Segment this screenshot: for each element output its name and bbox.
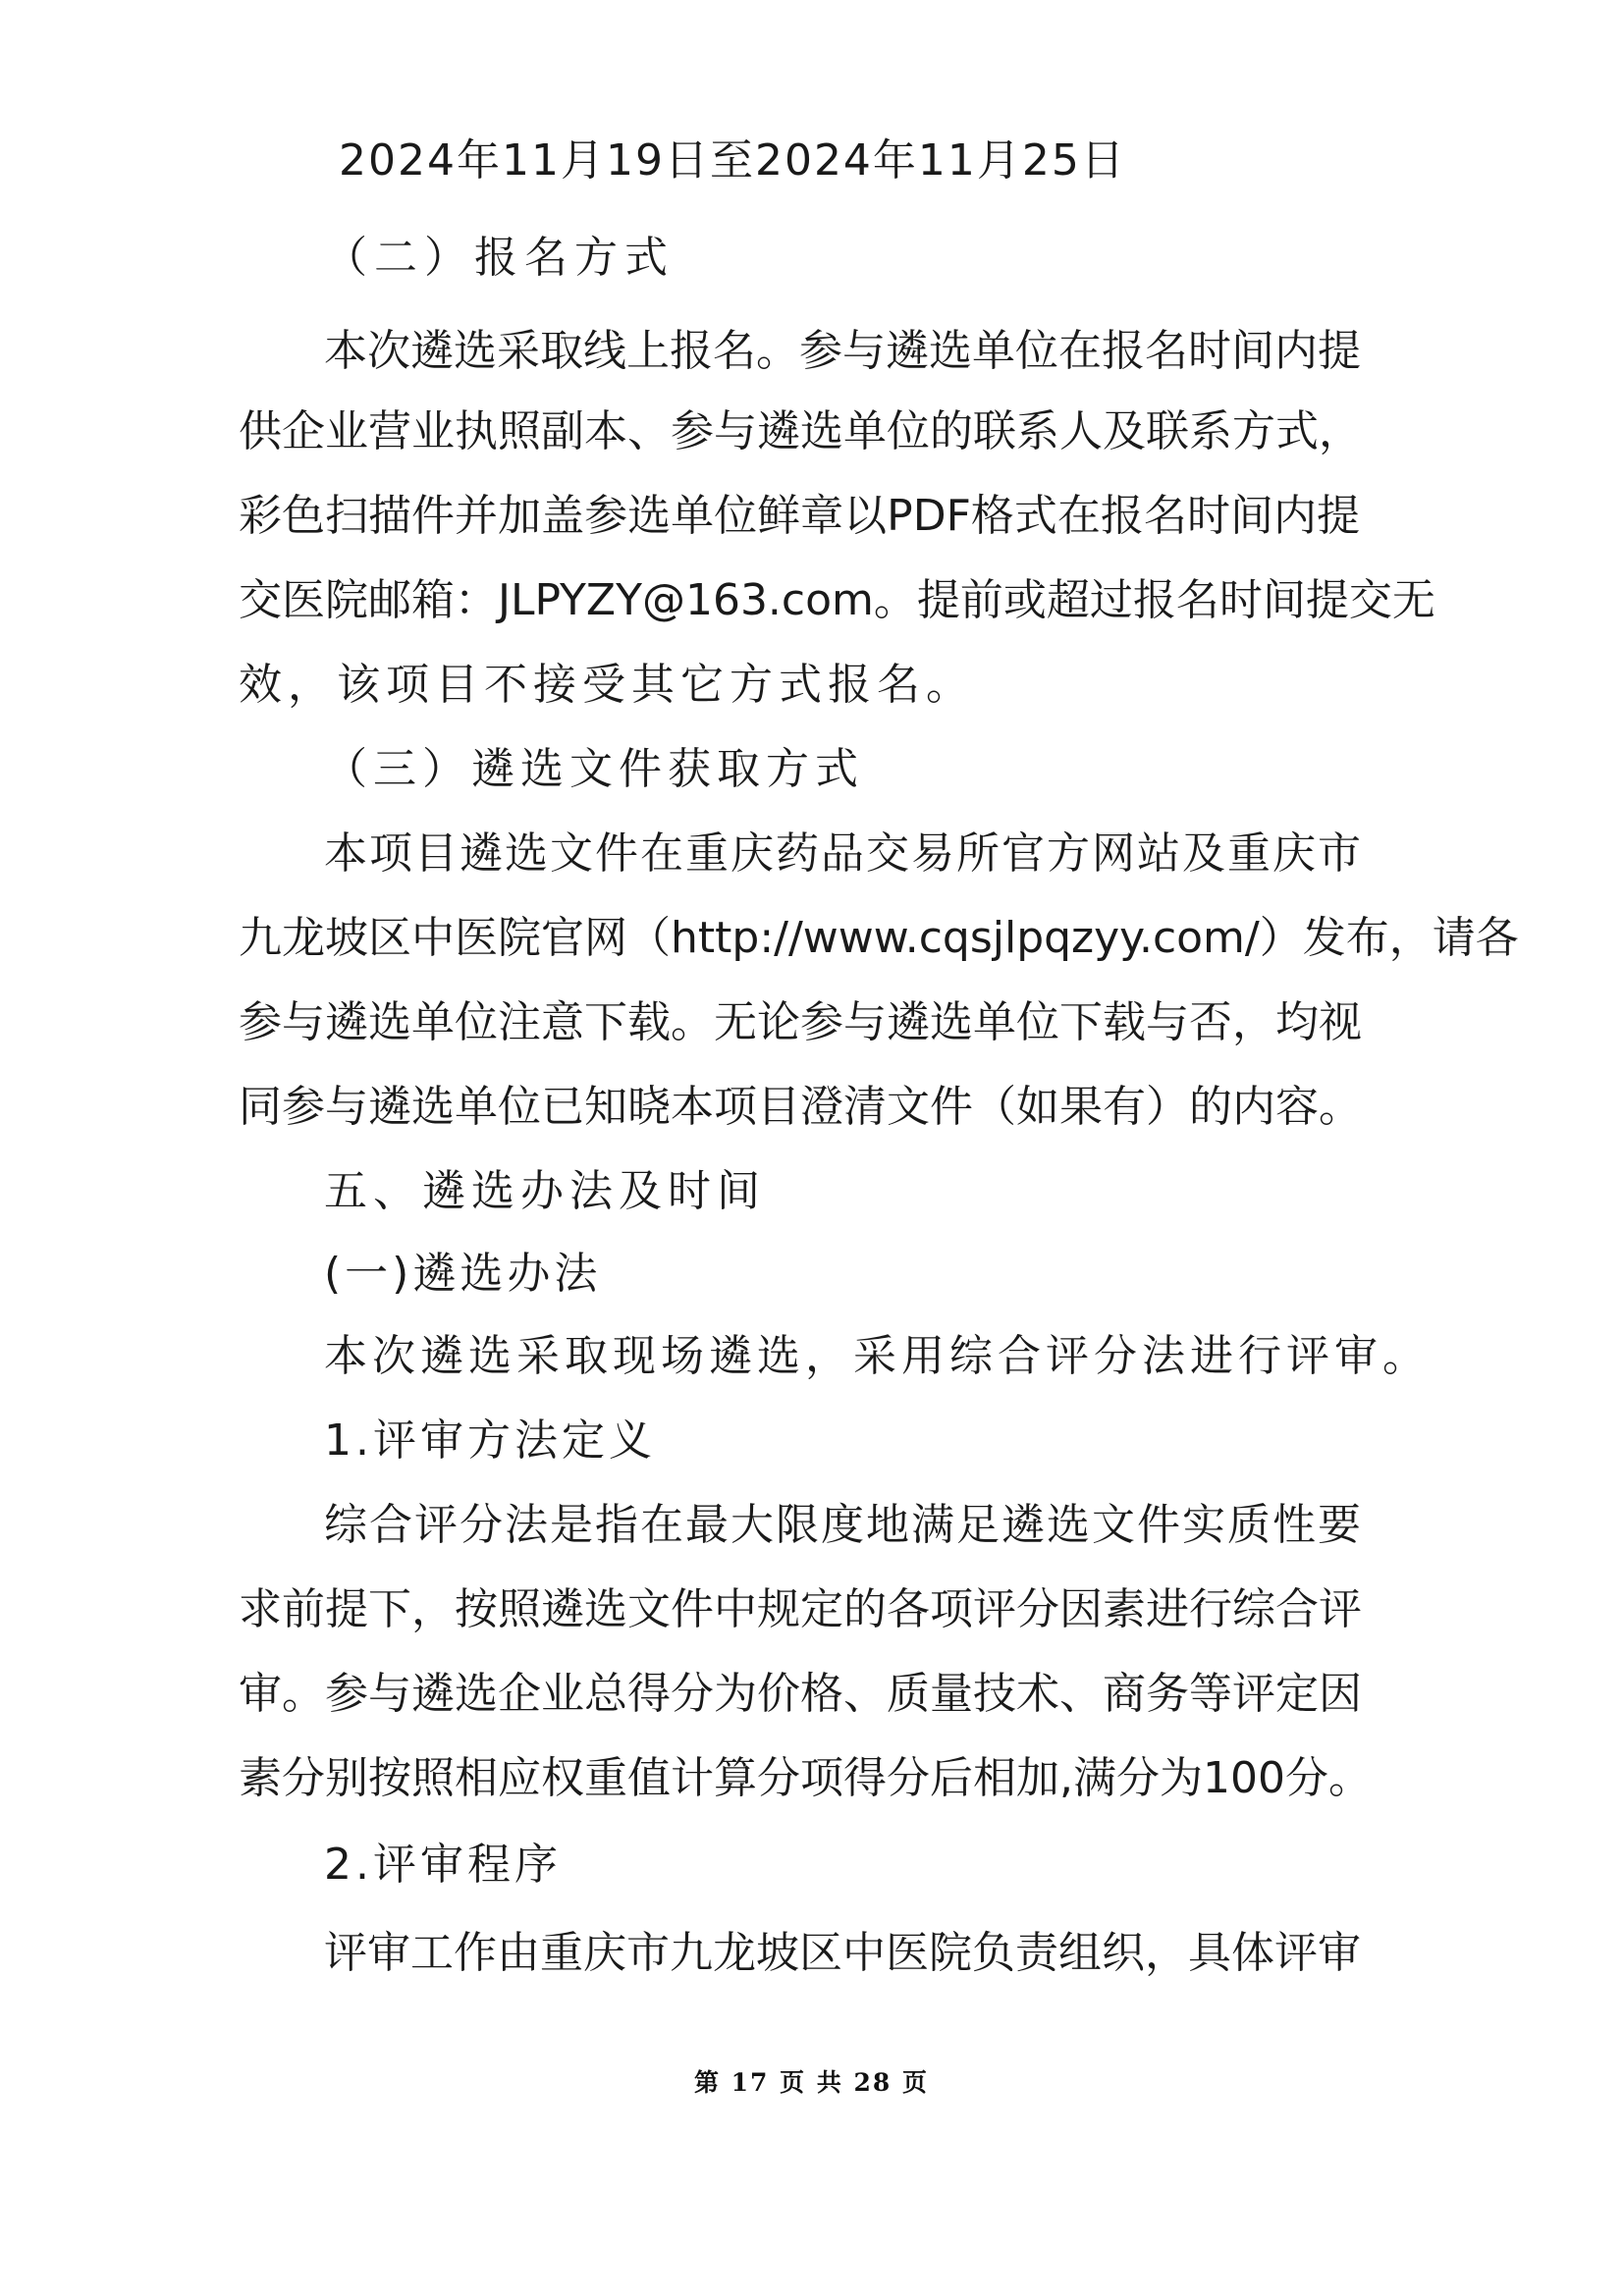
subsection-heading: 1.评审方法定义	[324, 1415, 656, 1466]
paragraph-line: 素分别按照相应权重值计算分项得分后相加,满分为100分。	[239, 1753, 1372, 1803]
paragraph-line: 评审工作由重庆市九龙坡区中医院负责组织，具体评审	[324, 1928, 1361, 1978]
section-heading-registration-method: （二）报名方式	[324, 233, 675, 283]
section-heading-document-access: （三）遴选文件获取方式	[324, 744, 864, 794]
paragraph-line: 参与遴选单位注意下载。无论参与遴选单位下载与否，均视	[239, 997, 1362, 1047]
date-range-line: 2024年11月19日至2024年11月25日	[339, 135, 1126, 186]
subsection-heading: 2.评审程序	[324, 1840, 562, 1890]
subsection-heading: (一)遴选办法	[324, 1249, 602, 1299]
paragraph-line: 综合评分法是指在最大限度地满足遴选文件实质性要	[324, 1500, 1361, 1550]
paragraph-line: 本项目遴选文件在重庆药品交易所官方网站及重庆市	[324, 828, 1361, 879]
paragraph-line: 供企业营业执照副本、参与遴选单位的联系人及联系方式，	[239, 406, 1362, 456]
paragraph-line: 效，该项目不接受其它方式报名。	[239, 660, 975, 710]
paragraph-line: 同参与遴选单位已知晓本项目澄清文件（如果有）的内容。	[239, 1082, 1362, 1132]
paragraph-line: 审。参与遴选企业总得分为价格、质量技术、商务等评定因	[239, 1669, 1362, 1719]
paragraph-line: 本次遴选采取线上报名。参与遴选单位在报名时间内提	[324, 326, 1361, 376]
section-heading-selection-method: 五、遴选办法及时间	[324, 1166, 766, 1216]
paragraph-line: 彩色扫描件并加盖参选单位鲜章以PDF格式在报名时间内提	[239, 491, 1360, 541]
paragraph-line: 交医院邮箱：JLPYZY@163.com。提前或超过报名时间提交无	[239, 575, 1435, 625]
paragraph-line: 求前提下，按照遴选文件中规定的各项评分因素进行综合评	[239, 1584, 1362, 1634]
paragraph-line: 本次遴选采取现场遴选，采用综合评分法进行评审。	[324, 1331, 1431, 1381]
paragraph-line: 九龙坡区中医院官网（http://www.cqsjlpqzyy.com/）发布，请各	[239, 913, 1519, 963]
page-footer: 第 17 页 共 28 页	[693, 2068, 930, 2097]
